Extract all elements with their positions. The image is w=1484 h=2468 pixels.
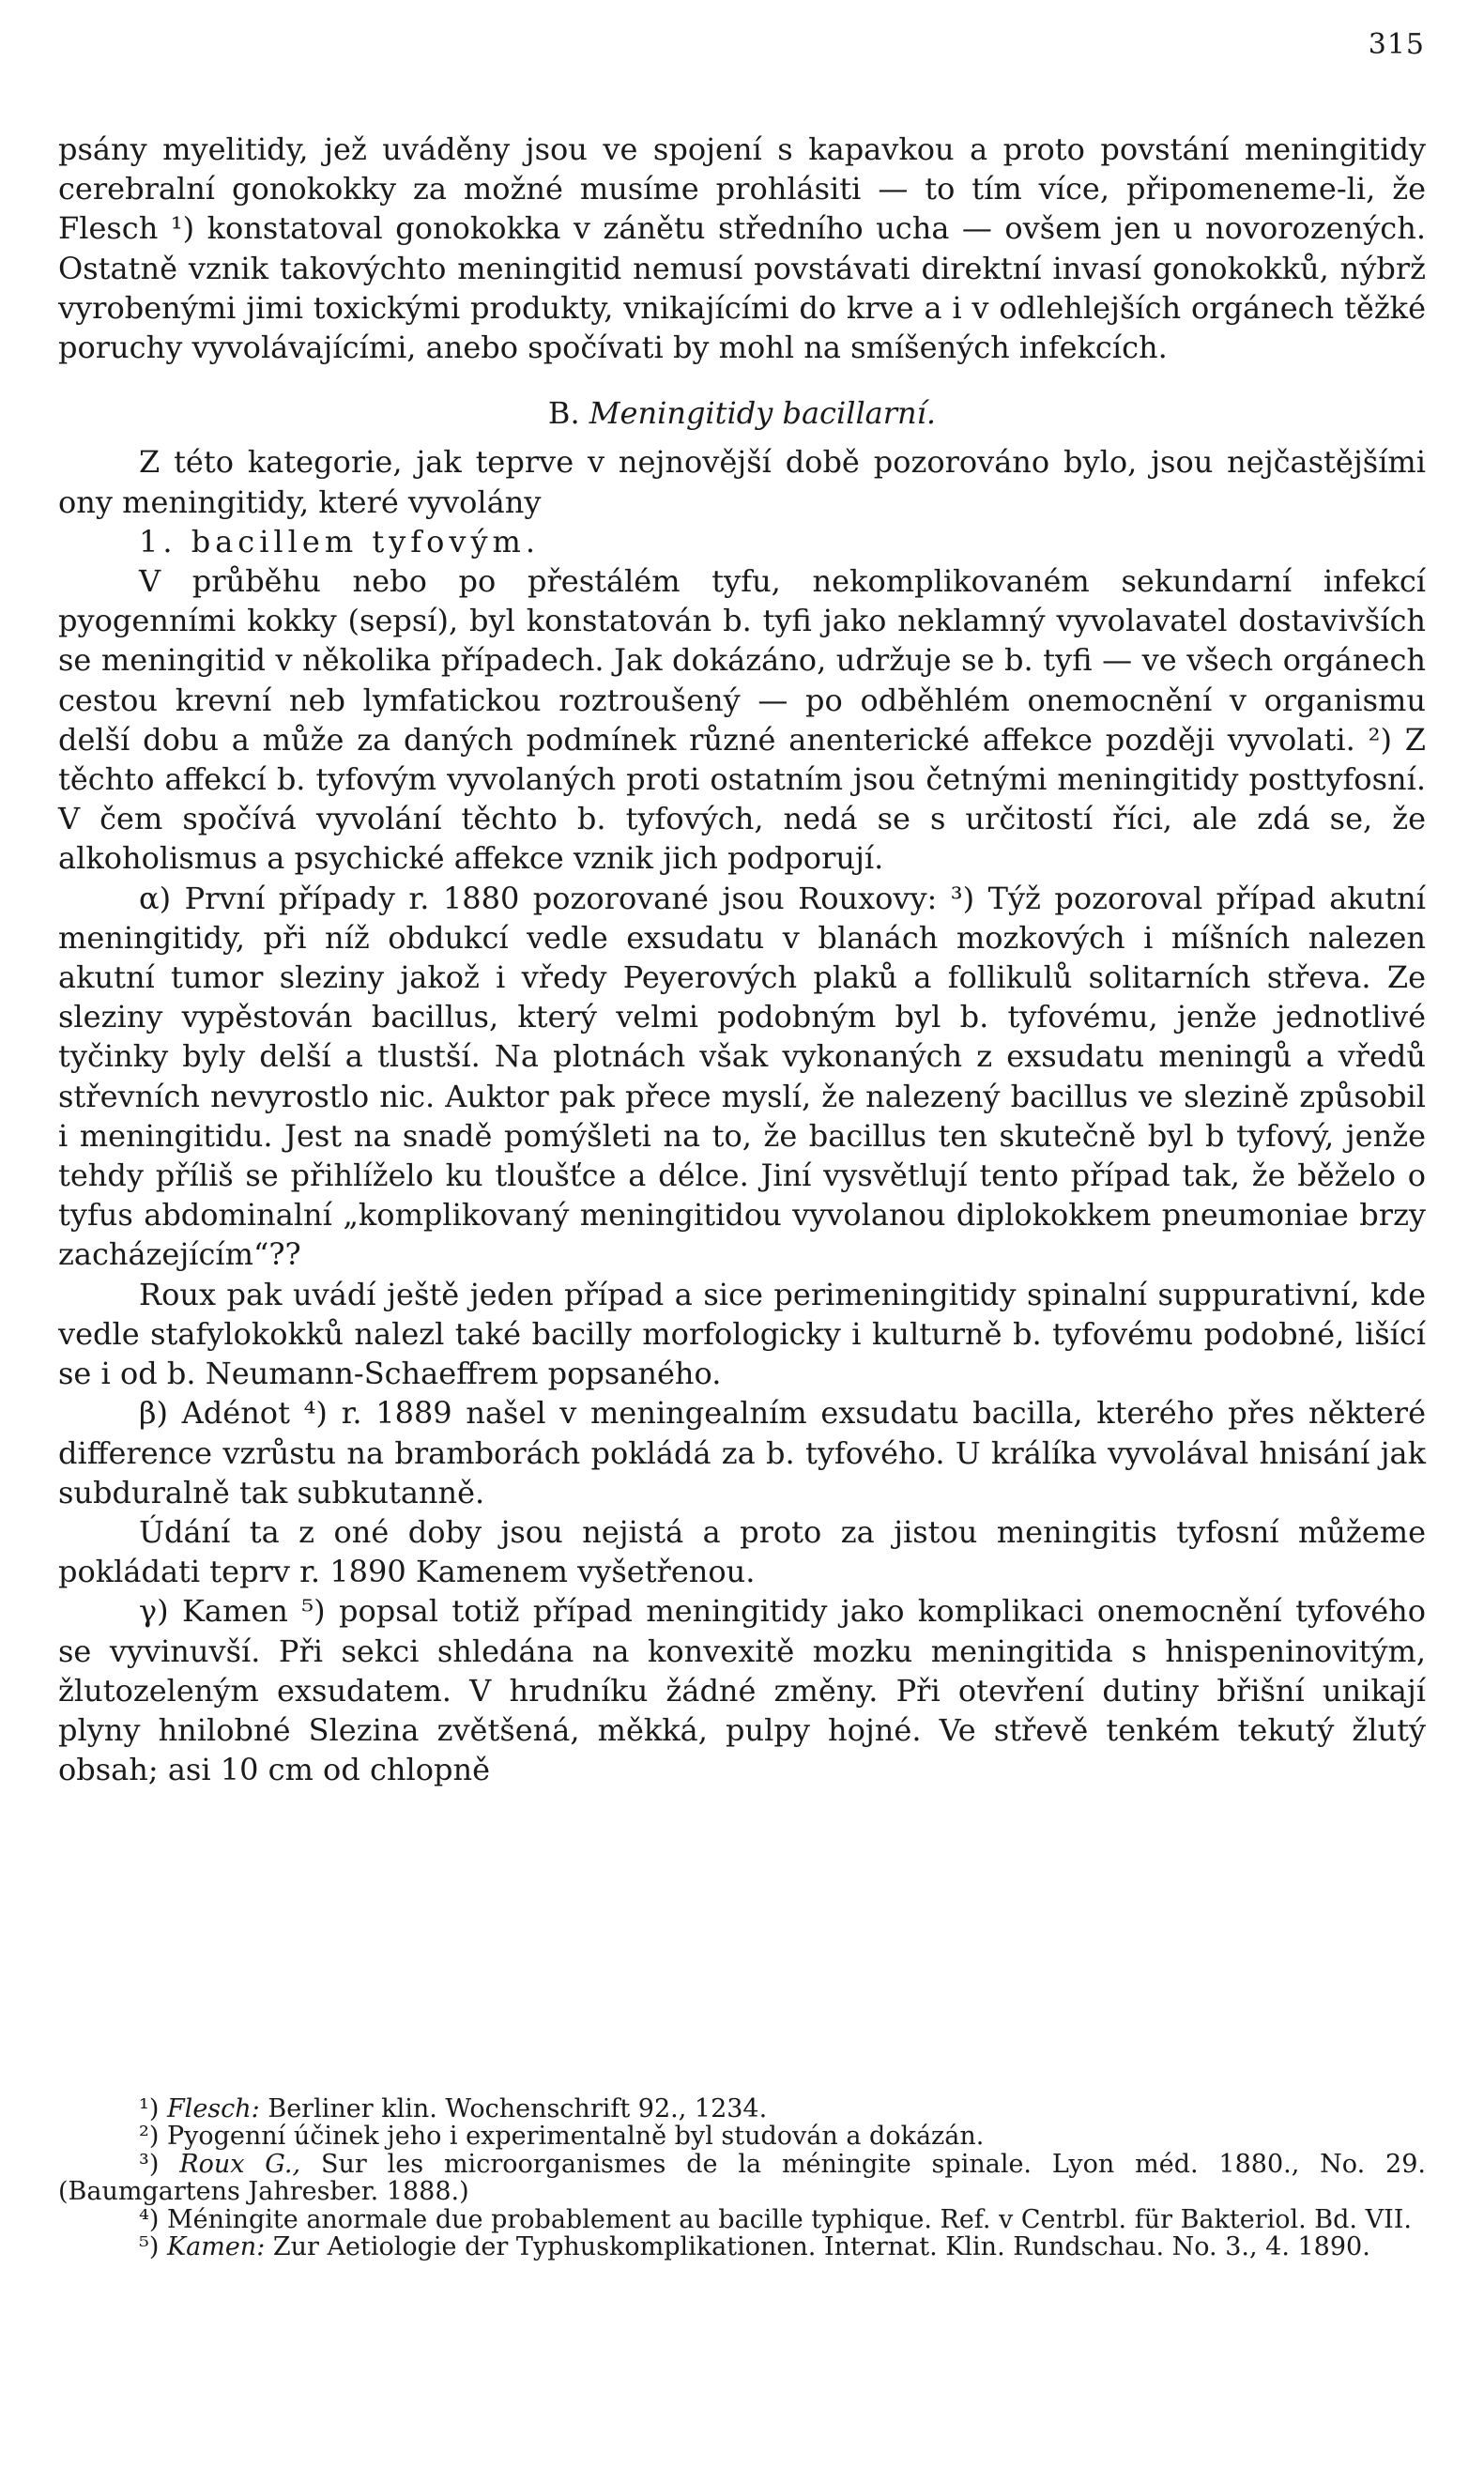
paragraph-9: γ) Kamen ⁵) popsal totiž případ meningitidy jako komplikaci onemocnění tyfového se vyvinuvší. Při sekci shledána na konvexitě mozku meningitida s hnispeninovitým, žlutozeleným exsudatem. V hrudníku žádné změny. Při otevření dutiny břišní unikají plyny hnilobné Slezina zvětšená, měkká, pulpy hojné. Ve střevě tenkém tekutý žlutý obsah; asi 10 cm od chlopně	[58, 1593, 1426, 1788]
subsection-label: 1. bacillem tyfovým.	[139, 523, 541, 560]
section-letter: B.	[547, 395, 580, 432]
footnote-author: Roux G.,	[179, 2149, 301, 2179]
footnote-mark: ⁴)	[139, 2204, 160, 2234]
paragraph-2: Z této kategorie, jak teprve v nejnovější době pozorováno bylo, jsou nejčastějšími ony meningitidy, které vyvolány	[58, 444, 1426, 520]
footnote-mark: ⁵)	[139, 2232, 160, 2262]
footnote-mark: ³)	[139, 2149, 160, 2179]
footnote-3	[58, 2151, 1426, 2206]
footnote-mark: ²)	[139, 2122, 160, 2152]
section-heading	[58, 393, 1426, 433]
page-number: 315	[1368, 28, 1425, 61]
paragraph-7: β) Adénot ⁴) r. 1889 našel v meningealním exsudatu bacilla, kterého přes některé difference vzrůstu na bramborách pokládá za b. tyfového. U králíka vyvolával hnisání jak subduralně tak subkutanně.	[58, 1395, 1426, 1510]
footnote-mark: ¹)	[139, 2094, 160, 2123]
footnote-5	[58, 2233, 1426, 2261]
paragraph-5: α) První případy r. 1880 pozorované jsou Rouxovy: ³) Týž pozoroval případ akutní meningitidy, při níž obdukcí vedle exsudatu v blanách mozkových i míšních nalezen akutní tumor sleziny jakož i vředy Peyerových plaků a follikulů solitarních střeva. Ze sleziny vypěstován bacillus, který velmi podobným byl b. tyfovému, jenže jednotlivé tyčinky byly delší a tlustší. Na plotnách však vykonaných z exsudatu meningů a vředů střevních nevyrostlo nic. Auktor pak přece myslí, že nalezený bacillus ve slezině způsobil i meningitidu. Jest na snadě pomýšleti na to, že bacillus ten skutečně byl b tyfový, jenže tehdy příliš se přihlíželo ku tloušťce a délce. Jiní vysvětlují tento případ tak, že běželo o tyfus abdominalní „komplikovaný meningitidou vyvolanou diplokokkem pneumoniae brzy zacházejícím“??	[58, 880, 1426, 1273]
footnote-text: Méningite anormale due probablement au bacille typhique. Ref. v Centrbl. für Bakteriol. Bd. VII.	[166, 2204, 1412, 2234]
footnote-2	[58, 2123, 1426, 2150]
section-title: Meningitidy bacillarní.	[589, 395, 937, 432]
paragraph-4: V průběhu nebo po přestálém tyfu, nekomplikovaném sekundarní infekcí pyogenními kokky (sepsí), byl konstatován b. tyfi jako neklamný vyvolavatel dostavivších se meningitid v několika případech. Jak dokázáno, udržuje se b. tyfi — ve všech orgánech cestou krevní neb lymfatickou roztroušený — po odběhlém onemocnění v organismu delší dobu a může za daných podmínek různé anenterické affekce později vyvolati. ²) Z těchto affekcí b. tyfovým vyvolaných proti ostatním jsou četnými meningitidy posttyfosní. V čem spočívá vyvolání těchto b. tyfových, nedá se s určitostí říci, ale zdá se, že alkoholismus a psychické affekce vznik jich podporují.	[58, 563, 1426, 877]
footnote-text: Sur les microorganismes de la méningite spinale. Lyon méd. 1880., No. 29. (Baumgartens Jahresber. 1888.)	[58, 2149, 1426, 2207]
paragraph-8: Údání ta z oné doby jsou nejistá a proto za jistou meningitis tyfosní můžeme pokládati teprv r. 1890 Kamenem vyšetřenou.	[58, 1513, 1426, 1590]
footnote-text: Zur Aetiologie der Typhuskomplikationen. Internat. Klin. Rundschau. No. 3., 4. 1890.	[272, 2232, 1370, 2262]
footnote-text: Pyogenní účinek jeho i experimentalně byl studován a dokázán.	[166, 2122, 985, 2152]
footnotes	[58, 2095, 1426, 2261]
footnote-author: Flesch:	[166, 2094, 260, 2123]
body-text	[58, 130, 1426, 1789]
footnote-4	[58, 2206, 1426, 2233]
paragraph-6: Roux pak uvádí ještě jeden případ a sice perimeningitidy spinalní suppurativní, kde vedle stafylokokků nalezl také bacilly morfologicky i kulturně b. tyfovému podobné, lišící se i od b. Neumann-Schaeffrem popsaného.	[58, 1276, 1426, 1392]
footnote-1	[58, 2095, 1426, 2123]
paragraph-1: psány myelitidy, jež uváděny jsou ve spojení s kapavkou a proto povstání meningitidy cerebralní gonokokky za možné musíme prohlásiti — to tím více, připomeneme-li, že Flesch ¹) konstatoval gonokokka v zánětu středního ucha — ovšem jen u novorozených. Ostatně vznik takovýchto meningitid nemusí povstávati direktní invasí gonokokků, nýbrž vyrobenými jimi toxickými produkty, vnikajícími do krve a i v odlehlejších orgánech těžké poruchy vyvolávajícími, anebo spočívati by mohl na smíšených infekcích.	[58, 131, 1426, 366]
footnote-text: Berliner klin. Wochenschrift 92., 1234.	[268, 2094, 768, 2123]
footnote-author: Kamen:	[166, 2232, 266, 2262]
